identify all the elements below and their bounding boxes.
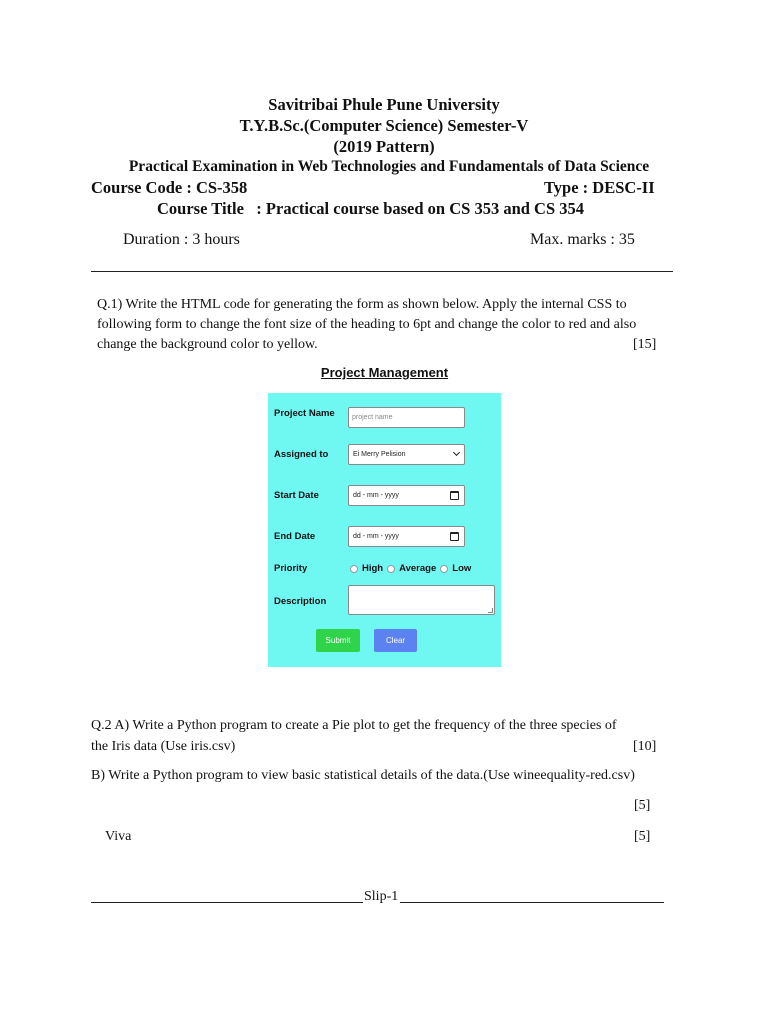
q1-line1: Q.1) Write the HTML code for generating the form as shown below. Apply the internal CSS to [97,297,627,312]
project-name-label: Project Name [274,408,335,419]
assigned-to-value: Ei Merry Pelision [353,451,406,458]
course-code: Course Code : CS-358 [91,178,248,197]
priority-low-radio[interactable] [440,565,448,573]
assigned-to-label: Assigned to [274,449,329,460]
end-date-label: End Date [274,531,316,542]
calendar-icon[interactable] [450,532,459,541]
calendar-icon[interactable] [450,491,459,500]
q2a-line1: Q.2 A) Write a Python program to create a Pie plot to get the frequency of the three species of [91,718,617,733]
footer-rule-right [400,902,664,903]
duration: Duration : 3 hours [123,231,240,248]
viva-marks: [5] [634,829,651,844]
project-form [268,393,501,667]
project-name-input[interactable]: project name [348,407,465,428]
start-date-input[interactable] [348,485,465,506]
footer-rule-left [91,902,363,903]
submit-button[interactable]: Submit [316,629,360,652]
q1-line3: change the background color to yellow. [97,337,318,352]
form-title: Project Management [320,365,449,380]
chevron-down-icon [453,449,460,456]
start-date-label: Start Date [274,490,319,501]
priority-radio-group [350,563,475,574]
q2a-marks: [10] [633,739,657,754]
priority-label: Priority [274,563,308,574]
pattern: (2019 Pattern) [333,137,435,156]
priority-average-radio[interactable] [387,565,395,573]
start-date-value: dd - mm - yyyy [353,492,399,499]
class-semester: T.Y.B.Sc.(Computer Science) Semester-V [239,116,529,135]
q2b-marks: [5] [634,798,651,813]
assigned-to-select[interactable] [348,444,465,465]
course-title: Course Title : Practical course based on CS 353 and CS 354 [157,199,585,218]
description-textarea[interactable] [348,585,495,615]
exam-title: Practical Examination in Web Technologies and Fundamentals of Data Science [128,158,650,175]
header-divider [91,271,673,272]
university-name: Savitribai Phule Pune University [268,95,500,114]
priority-high-label: High [362,563,384,574]
priority-average-label: Average [399,563,437,574]
end-date-input[interactable] [348,526,465,547]
q1-marks: [15] [633,337,657,352]
priority-high-radio[interactable] [350,565,358,573]
priority-low-label: Low [452,563,472,574]
slip-label: Slip-1 [364,889,399,904]
description-label: Description [274,596,327,607]
q1-line2: following form to change the font size of the heading to 6pt and change the color to red and also [97,317,637,332]
q2b-line1: B) Write a Python program to view basic statistical details of the data.(Use wineequality-red.csv) [91,768,635,783]
viva-label: Viva [105,829,132,844]
resize-grip-icon[interactable] [488,608,493,613]
max-marks: Max. marks : 35 [530,231,635,248]
end-date-value: dd - mm - yyyy [353,533,399,540]
clear-button[interactable]: Clear [374,629,417,652]
q2a-line2: the Iris data (Use iris.csv) [91,739,236,754]
course-type: Type : DESC-II [544,178,655,197]
